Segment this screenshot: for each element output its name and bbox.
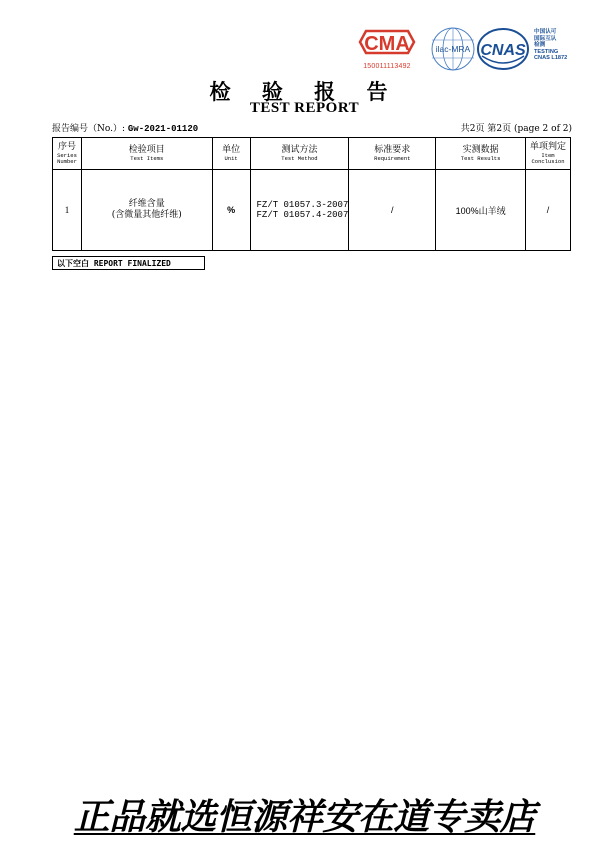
cnas-line: CNAS L1872 xyxy=(534,55,568,62)
ilac-globe-icon xyxy=(430,26,476,72)
cnas-mark-icon xyxy=(476,26,530,72)
cnas-line: 检测 xyxy=(534,42,546,49)
cell-test-method xyxy=(250,170,349,251)
cma-logo xyxy=(356,27,418,73)
page-info: 共2页 第2页 (page 2 of 2) xyxy=(460,124,572,134)
report-number xyxy=(52,121,198,134)
test-item-line: (含微量其他纤维) xyxy=(111,210,182,220)
cnas-accreditation-text xyxy=(534,29,594,62)
header-test-items: 检验项目 Test Items xyxy=(81,138,212,170)
cell-test-result: 100%山羊绒 xyxy=(436,170,526,251)
report-meta-row xyxy=(52,121,572,135)
report-number-value: Gw-2021-01120 xyxy=(127,124,199,134)
report-finalized-label: 以下空白 REPORT FINALIZED xyxy=(52,256,205,270)
header-test-method: 测试方法 Test Method xyxy=(250,138,349,170)
header-serial: 序号 Series Number xyxy=(53,138,82,170)
cnas-line: 中国认可 xyxy=(534,29,557,35)
test-item-line: 纤维含量 xyxy=(128,199,165,209)
report-title-en: TEST REPORT xyxy=(249,100,360,116)
table-row xyxy=(53,170,571,251)
shop-watermark-text: 正品就选恒源祥安在道专卖店 xyxy=(73,796,536,838)
cma-mark-icon xyxy=(358,27,416,57)
cnas-line: 国际互认 xyxy=(534,35,557,42)
ilac-logo-text: ilac-MRA xyxy=(435,44,471,54)
test-method-line: FZ/T 01057.3-2007 xyxy=(256,200,349,210)
ilac-mra-logo xyxy=(430,26,476,72)
header-unit: 单位 Unit xyxy=(212,138,250,170)
cnas-logo-text: CNAS xyxy=(480,42,526,59)
results-table xyxy=(52,137,571,251)
cma-number: 150011113492 xyxy=(363,63,411,70)
header-item-conclusion: 单项判定 Item Conclusion xyxy=(526,138,571,170)
cell-unit: % xyxy=(212,170,250,251)
header-requirement: 标准要求 Requirement xyxy=(349,138,436,170)
cma-logo-text: CMA xyxy=(364,33,410,55)
cell-test-item xyxy=(81,170,212,251)
table-header-row xyxy=(53,138,571,170)
report-title-cn: 检 验 报 告 xyxy=(209,79,400,104)
cnas-logo xyxy=(476,26,530,72)
cnas-line: TESTING xyxy=(534,48,559,55)
cell-conclusion: / xyxy=(526,170,571,251)
report-number-label: 报告编号（No.）: xyxy=(52,124,126,134)
cell-serial: 1 xyxy=(53,170,82,251)
header-test-results: 实测数据 Test Results xyxy=(436,138,526,170)
test-method-line: FZ/T 01057.4-2007 xyxy=(256,210,349,220)
cell-requirement: / xyxy=(349,170,436,251)
